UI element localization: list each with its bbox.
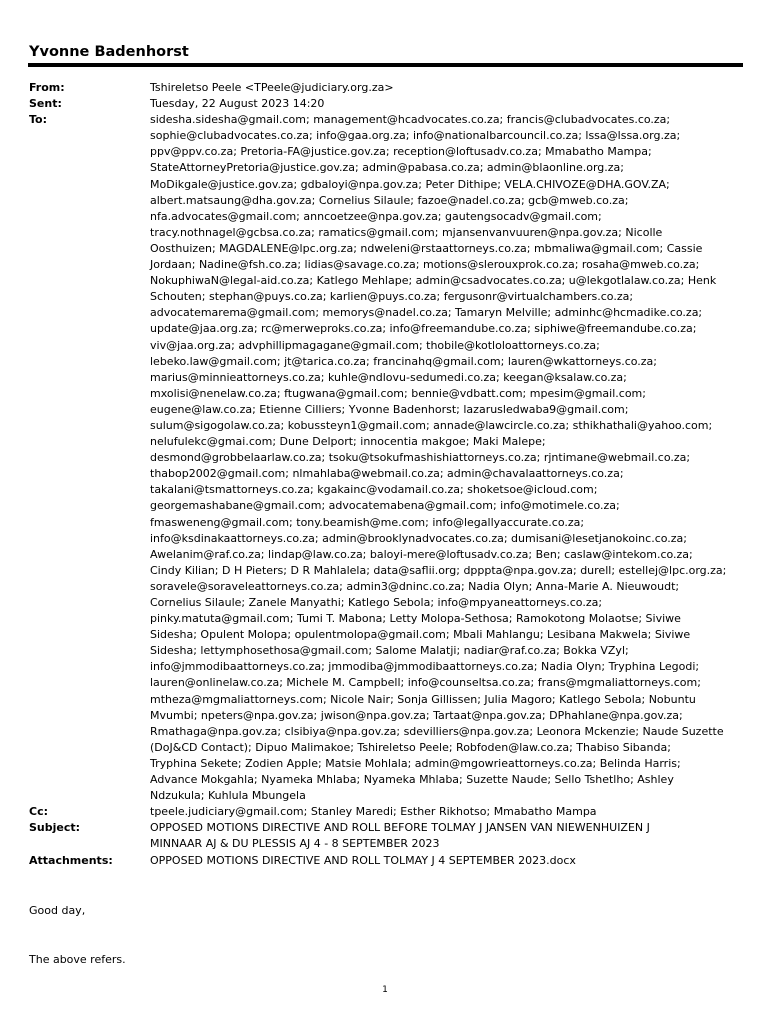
to-recipient-line: Advance Mokgahla; Nyameka Mhlaba; Nyameka Mhlaba; Suzette Naude; Sello Tshetlho; Ashley bbox=[150, 773, 674, 787]
to-recipient-line: Schouten; stephan@puys.co.za; karlien@puys.co.za; fergusonr@virtualchambers.co.za; bbox=[150, 290, 634, 304]
cc-row bbox=[29, 804, 743, 820]
to-recipient-line: Oosthuizen; MAGDALENE@lpc.org.za; ndweleni@rstaattorneys.co.za; mbmaliwa@gmail.com; Cassie bbox=[150, 241, 703, 255]
to-recipient-line: viv@jaa.org.za; advphillipmagagane@gmail.com; thobile@kotloloattorneys.co.za; bbox=[150, 338, 600, 352]
to-recipient-line: nfa.advocates@gmail.com; anncoetzee@npa.gov.za; gautengsocadv@gmail.com; bbox=[150, 209, 602, 223]
to-recipient-line: fmasweneng@gmail.com; tony.beamish@me.com; info@legallyaccurate.co.za; bbox=[150, 515, 585, 529]
to-recipient-line: pinky.matuta@gmail.com; Tumi T. Mabona; Letty Molopa-Sethosa; Ramokotong Molaotse; Siviwe bbox=[150, 612, 681, 626]
to-recipient-line: mxolisi@nenelaw.co.za; ftugwana@gmail.com; bennie@vdbatt.com; mpesim@gmail.com; bbox=[150, 386, 646, 400]
to-recipient-line: Ndzukula; Kuhlula Mbungela bbox=[150, 789, 306, 803]
to-recipient-line: lauren@onlinelaw.co.za; Michele M. Campbell; info@counseltsa.co.za; frans@mgmaliattorneys.com; bbox=[150, 676, 701, 690]
cc-label: Cc: bbox=[29, 805, 48, 819]
subject-value bbox=[150, 820, 743, 852]
greeting-text: Good day, bbox=[29, 904, 86, 917]
to-recipient-line: georgemashabane@gmail.com; advocatemabena@gmail.com; info@motimele.co.za; bbox=[150, 499, 620, 513]
sent-value: Tuesday, 22 August 2023 14:20 bbox=[150, 97, 325, 111]
page-number: 1 bbox=[382, 985, 388, 995]
to-recipient-line: update@jaa.org.za; rc@merweproks.co.za; info@freemandube.co.za; siphiwe@freemandube.co.za; bbox=[150, 322, 697, 336]
to-recipient-line: Cornelius Silaule; Zanele Manyathi; Katlego Sebola; info@mpyaneattorneys.co.za; bbox=[150, 596, 603, 609]
attachment-filename: OPPOSED MOTIONS DIRECTIVE AND ROLL TOLMAY J 4 SEPTEMBER 2023.docx bbox=[150, 853, 576, 867]
to-recipient-line: soravele@soraveleattorneys.co.za; admin3@dninc.co.za; Nadia Olyn; Anna-Marie A. Nieuwoudt; bbox=[150, 579, 680, 593]
to-recipient-line: Sidesha; Opulent Molopa; opulentmolopa@gmail.com; Mbali Mahlangu; Lesibana Makwela; Siviwe bbox=[150, 628, 691, 642]
to-recipient-line: Cindy Kilian; D H Pieters; D R Mahlalela; data@saflii.org; dpppta@npa.gov.za; durell; estellej@lpc.org.za; bbox=[150, 563, 727, 577]
to-recipients bbox=[150, 112, 743, 804]
header-rule bbox=[28, 63, 743, 67]
to-recipient-line: Sidesha; lettymphosethosa@gmail.com; Salome Malatji; nadiar@raf.co.za; Bokka VZyl; bbox=[150, 644, 629, 658]
to-recipient-line: MoDikgale@justice.gov.za; gdbaloyi@npa.gov.za; Peter Dithipe; VELA.CHIVOZE@DHA.GOV.ZA; bbox=[150, 177, 670, 191]
sent-label: Sent: bbox=[29, 97, 62, 111]
subject-line: MINNAAR AJ & DU PLESSIS AJ 4 - 8 SEPTEMBER 2023 bbox=[150, 837, 440, 851]
to-recipient-line: sophie@clubadvocates.co.za; info@gaa.org.za; info@nationalbarcouncil.co.za; lssa@lssa.org.za; bbox=[150, 129, 681, 143]
to-recipient-line: albert.matsaung@dha.gov.za; Cornelius Silaule; fazoe@nadel.co.za; gcb@mweb.co.za; bbox=[150, 193, 629, 207]
to-recipient-line: info@jmmodibaattorneys.co.za; jmmodiba@jmmodibaattorneys.co.za; Nadia Olyn; Tryphina Legodi; bbox=[150, 660, 700, 674]
to-recipient-line: sulum@sigogolaw.co.za; kobussteyn1@gmail.com; annade@lawcircle.co.za; sthikhathali@yahoo.com; bbox=[150, 418, 713, 432]
to-recipient-line: eugene@law.co.za; Etienne Cilliers; Yvonne Badenhorst; lazarusledwaba9@gmail.com; bbox=[150, 402, 629, 416]
to-recipient-line: Tryphina Sekete; Zodien Apple; Matsie Mohlala; admin@mgowrieattorneys.co.za; Belinda Harris; bbox=[150, 756, 681, 770]
subject-line: OPPOSED MOTIONS DIRECTIVE AND ROLL BEFORE TOLMAY J JANSEN VAN NIEWENHUIZEN J bbox=[150, 821, 650, 835]
mailbox-owner-name: Yvonne Badenhorst bbox=[29, 44, 189, 60]
to-recipient-line: takalani@tsmattorneys.co.za; kgakainc@vodamail.co.za; shoketsoe@icloud.com; bbox=[150, 483, 598, 497]
to-recipient-line: Jordaan; Nadine@fsh.co.za; lidias@savage.co.za; motions@slerouxprok.co.za; rosaha@mweb.co.za; bbox=[150, 258, 700, 272]
to-label: To: bbox=[29, 113, 47, 127]
to-recipient-line: marius@minnieattorneys.co.za; kuhle@ndlovu-sedumedi.co.za; keegan@ksalaw.co.za; bbox=[150, 370, 627, 384]
to-recipient-line: lebeko.law@gmail.com; jt@tarica.co.za; francinahq@gmail.com; lauren@wkattorneys.co.za; bbox=[150, 354, 657, 368]
to-recipient-line: (DoJ&CD Contact); Dipuo Malimakoe; Tshireletso Peele; Robfoden@law.co.za; Thabiso Sibanda; bbox=[150, 740, 671, 754]
to-recipient-line: NokuphiwaN@legal-aid.co.za; Katlego Mehlape; admin@csadvocates.co.za; u@lekgotlalaw.co.za; Henk bbox=[150, 274, 717, 288]
to-recipient-line: tracy.nothnagel@gcbsa.co.za; ramatics@gmail.com; mjansenvanvuuren@npa.gov.za; Nicolle bbox=[150, 225, 663, 239]
to-recipient-line: info@ksdinakaattorneys.co.za; admin@brooklynadvocates.co.za; dumisani@lesetjanokoinc.co.za; bbox=[150, 531, 687, 545]
to-recipient-line: desmond@grobbelaarlaw.co.za; tsoku@tsokufmashishiattorneys.co.za; rjntimane@webmail.co.za; bbox=[150, 451, 691, 465]
to-recipient-line: thabop2002@gmail.com; nlmahlaba@webmail.co.za; admin@chavalaattorneys.co.za; bbox=[150, 467, 624, 481]
attachments-label: Attachments: bbox=[29, 853, 113, 867]
subject-row bbox=[29, 820, 743, 852]
to-row bbox=[29, 112, 743, 804]
to-recipient-line: Awelanim@raf.co.za; lindap@law.co.za; baloyi-mere@loftusadv.co.za; Ben; caslaw@intekom.co.za; bbox=[150, 547, 693, 561]
to-recipient-line: StateAttorneyPretoria@justice.gov.za; admin@pabasa.co.za; admin@blaonline.org.za; bbox=[150, 161, 624, 175]
sent-row bbox=[29, 96, 743, 112]
from-label: From: bbox=[29, 81, 65, 94]
subject-label: Subject: bbox=[29, 821, 81, 835]
to-recipient-line: ppv@ppv.co.za; Pretoria-FA@justice.gov.za; reception@loftusadv.co.za; Mmabatho Mampa; bbox=[150, 145, 652, 159]
attachments-row bbox=[29, 853, 743, 869]
to-recipient-line: sidesha.sidesha@gmail.com; management@hcadvocates.co.za; francis@clubadvocates.co.za; bbox=[150, 113, 671, 127]
to-recipient-line: mtheza@mgmaliattorneys.com; Nicole Nair; Sonja Gillissen; Julia Magoro; Katlego Sebola; Nobuntu bbox=[150, 692, 696, 706]
cc-value: tpeele.judiciary@gmail.com; Stanley Maredi; Esther Rikhotso; Mmabatho Mampa bbox=[150, 805, 597, 819]
body-line: The above refers. bbox=[29, 953, 126, 966]
email-header-block bbox=[29, 80, 743, 869]
to-recipient-line: Mvumbi; npeters@npa.gov.za; jwison@npa.gov.za; Tartaat@npa.gov.za; DPhahlane@npa.gov.za; bbox=[150, 708, 683, 722]
from-row bbox=[29, 80, 743, 96]
from-value: Tshireletso Peele <TPeele@judiciary.org.za> bbox=[150, 81, 394, 94]
to-recipient-line: Rmathaga@npa.gov.za; clsibiya@npa.gov.za; sdevilliers@npa.gov.za; Leonora Mckenzie; Naude Suzette bbox=[150, 724, 724, 738]
to-recipient-line: nelufulekc@gmai.com; Dune Delport; innocentia makgoe; Maki Malepe; bbox=[150, 435, 546, 449]
to-recipient-line: advocatemarema@gmail.com; memorys@nadel.co.za; Tamaryn Melville; adminhc@hcmadike.co.za; bbox=[150, 306, 703, 320]
